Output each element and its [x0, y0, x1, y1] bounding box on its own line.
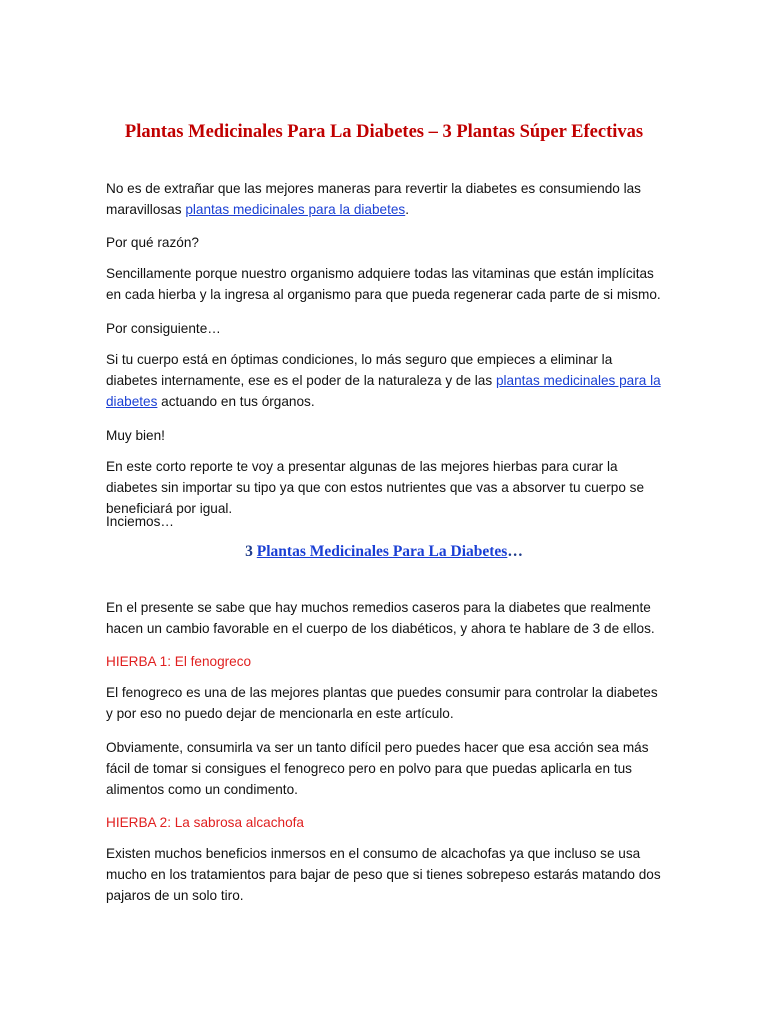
paragraph-question: Por qué razón?	[106, 235, 199, 250]
subheading-prefix: 3	[245, 543, 257, 560]
paragraph-remedies: En el presente se sabe que hay muchos remedios caseros para la diabetes que realmente hacen un cambio favorable en el cuerpo de los diabéticos, y ahora te hablare de 3 de ellos.	[106, 600, 655, 636]
link-plantas-medicinales-2[interactable]: plantas medicinales para la diabetes	[106, 373, 661, 409]
page-title: Plantas Medicinales Para La Diabetes – 3 Plantas Súper Efectivas	[124, 122, 644, 142]
paragraph-text: actuando en tus órganos.	[157, 394, 315, 409]
paragraph-text: Si tu cuerpo está en óptimas condiciones, lo más seguro que empieces a eliminar la diabetes internamente, ese es el poder de la naturaleza y de las	[106, 352, 613, 388]
paragraph-start: Inciemos…	[106, 514, 174, 529]
herb1-paragraph-1: El fenogreco es una de las mejores plantas que puedes consumir para controlar la diabetes y por eso no puedo dejar de mencionarla en este artículo.	[106, 685, 658, 721]
paragraph-consequently: Por consiguiente…	[106, 321, 221, 336]
herb2-heading: HIERBA 2: La sabrosa alcachofa	[106, 815, 304, 830]
paragraph-very-good: Muy bien!	[106, 428, 165, 443]
subheading-suffix: …	[507, 543, 523, 560]
paragraph-text: .	[405, 202, 410, 217]
herb1-paragraph-2: Obviamente, consumirla va ser un tanto difícil pero puedes hacer que esa acción sea más fácil de tomar si consigues el fenogreco pero en polvo para que puedas aplicarla en tus alimentos como un condimento.	[106, 740, 649, 797]
paragraph-intro	[106, 178, 666, 220]
paragraph-report: En este corto reporte te voy a presentar algunas de las mejores hierbas para curar la diabetes sin importar su tipo ya que con estos nutrientes que vas a absorver tu cuerpo se beneficiará por igual.	[106, 459, 645, 516]
paragraph-explanation: Sencillamente porque nuestro organismo adquiere todas las vitaminas que están implícitas en cada hierba y la ingresa al organismo para que pueda regenerar cada parte de si mismo.	[106, 266, 661, 302]
paragraph-body-condition	[106, 349, 666, 412]
link-plantas-medicinales[interactable]: plantas medicinales para la diabetes	[185, 202, 406, 217]
section-subheading	[60, 543, 708, 561]
herb2-paragraph-1: Existen muchos beneficios inmersos en el consumo de alcachofas ya que incluso se usa mucho en los tratamientos para bajar de peso que si tienes sobrepeso estarás matando dos pajaros de un solo tiro.	[106, 846, 661, 903]
herb1-heading: HIERBA 1: El fenogreco	[106, 654, 252, 669]
paragraph-text: No es de extrañar que las mejores maneras para revertir la diabetes es consumiendo las maravillosas	[106, 181, 641, 217]
link-subheading-plantas[interactable]: Plantas Medicinales Para La Diabetes	[256, 543, 508, 560]
